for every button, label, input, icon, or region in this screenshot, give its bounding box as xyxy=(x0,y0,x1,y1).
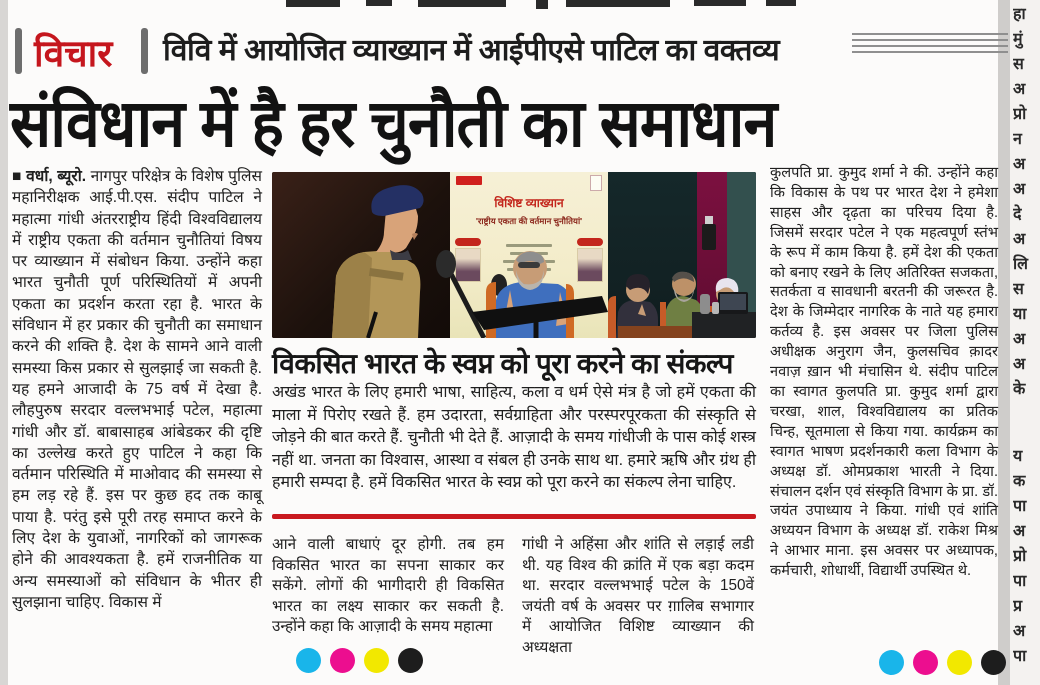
black-dot xyxy=(981,650,1006,675)
cropped-headline-fragment xyxy=(536,0,548,9)
cropped-headline-fragment xyxy=(766,0,796,6)
photo-figures-illustration xyxy=(272,172,756,338)
article-bottom-column-2: गांधी ने अहिंसा और शांति से लड़ाई लडी थी. यह विश्व की क्रांति में एक बड़ा कदम था. सरदार वल्लभभाई पटेल के 150वें जयंती वर्ष के अवसर पर ग़ालिब सभागार में आयोजित विशिष्ट व्याख्यान की अध्यक्षता xyxy=(522,536,754,656)
sub-headline: विकसित भारत के स्वप्न को पूरा करने का संकल्प xyxy=(272,348,733,379)
cropped-headline-fragment xyxy=(694,0,746,6)
article-right-column: कुलपति प्रा. कुमुद शर्मा ने की. उन्होंने कहा कि विकास के पथ पर भारत देश ने हमेशा साहस और दृढ़ता का परिचय दिया है. जिसमें सरदार पटेल ने एक महत्वपूर्ण स्तंभ के रूप में काम किया है. हमें देश की एकता को बनाए रखने के लिए अतिरिक्त सजकता, सतर्कता व सावधानी बरतनी की जरूरत है. देश के जिम्मेदार नागरिक के नाते यह हमारा कर्तव्य है. इस अवसर पर जिला पुलिस अधीक्षक अनुराग जैन, कुलसचिव क़ादर नवाज़ ख़ान भी मंचासिन थे. संदीप पाटिल का स्वागत कुलपति प्रा. कुमुद शर्मा द्वारा चरखा, शाल, विश्वविद्यालय का प्रतिक चिन्ह, सूतमाला से किया गया. कार्यक्रम का स्वागत भाषण प्रदर्शनकारी कला विभाग के अध्यक्ष डॉ. ओमप्रकाश भारती ने दिया. संचालन दर्शन एवं संस्कृति विभाग के प्रा. डॉ. जयंत उपाध्याय ने किया. गांधी एवं शांति अध्ययन विभाग के अध्यक्ष डॉ. राकेश मिश्र ने आभार माना. इस अवसर पर अध्यापक, कर्मचारी, शोधार्थी, विद्यार्थी उपस्थित थे. xyxy=(770,165,998,580)
adjacent-column-fragments: य क पा अ प्रो पा प्र अ पा xyxy=(1013,448,1027,665)
event-photograph xyxy=(272,172,756,338)
cropped-headline-fragment xyxy=(286,0,340,7)
banner-subtitle-text: 'राष्ट्रीय एकता की वर्तमान चुनौतियां' xyxy=(475,216,583,226)
cropped-headline-fragment xyxy=(366,0,392,6)
magenta-dot xyxy=(330,648,355,673)
section-divider-bar xyxy=(15,28,22,74)
main-headline: संविधान में है हर चुनौती का समाधान xyxy=(10,86,777,161)
kicker-headline: विवि में आयोजित व्याख्यान में आईपीएसे पाटिल का वक्तव्य xyxy=(163,34,780,67)
summary-paragraph: अखंड भारत के लिए हमारी भाषा, साहित्य, कला व धर्म ऐसे मंत्र है जो हमें एकता की माला में पिरोए रखते हैं. हम उदारता, सर्वग्राहिता और परस्परपूरकता की संस्कृति से जोड़ने की बात करते हैं. चुनौती भी देते हैं. आज़ादी के समय गांधीजी के पास कोई शस्त्र नहीं था. जनता का विश्वास, आस्था व संबल ही उनके साथ था. हमारे ऋषि और ग्रंथ ही हमारी सम्पदा है. हमें विकसित भारत के स्वप्न को पूरा करने का संकल्प लेना चाहिए. xyxy=(272,384,756,491)
kicker-rule-lines xyxy=(852,33,1008,55)
left-column-text: नागपुर परिक्षेत्र के विशेष पुलिस महानिरीक्षक आई.पी.एस. संदीप पाटिल ने महात्मा गांधी अंतरराष्ट्रीय हिंदी विश्वविद्यालय में राष्ट्रीय एकता की वर्तमान चुनौतियां विषय पर व्याख्यान में संबोधन किया. उन्होंने कहा भारत चुनौती पूर्ण परिस्थितियों में अपनी एकता का प्रदर्शन करता रहा है. भारत के संविधान में हर प्रकार की चुनौती का समाधान करने की शक्ति है. देश के सामने आने वाली समस्या किस प्रकार से सुलझाई जा सकती है. यह हमने आजादी के 75 वर्ष में देखा है. लौहपुरुष सरदार वल्लभभाई पटेल, महात्मा गांधी और डॉ. बाबासाहब आंबेडकर की दृष्टि का उल्लेख करते हुए पाटिल ने कहा कि वर्तमान परिस्थिति में माओवाद की समस्या से हम लड़ रहे हैं. इस पर कुछ हद तक काबू पाया है. परंतु इसे पूरी तरह समाप्त करने के लिए देश के युवाओं, नागरिकों को जागरूक होने की आवश्यकता है. हमें राजनीतिक या अन्य समस्याओं को संविधान के भीतर ही सुलझाना चाहिए. विकास में xyxy=(12,168,262,611)
yellow-dot xyxy=(364,648,389,673)
section-label: विचार xyxy=(34,33,113,74)
adjacent-column-fragments: हा मुं स अ प्रो न अ अ दे अ लि स या अ अ के xyxy=(1013,6,1028,398)
cmyk-registration-dots xyxy=(296,648,423,673)
dateline: ■ वर्धा, ब्यूरो. xyxy=(12,168,87,185)
black-dot xyxy=(398,648,423,673)
cyan-dot xyxy=(879,650,904,675)
cropped-headline-fragment xyxy=(566,0,670,7)
section-divider-bar xyxy=(141,28,148,74)
cyan-dot xyxy=(296,648,321,673)
magenta-dot xyxy=(913,650,938,675)
article-bottom-column-1: आने वाली बाधाएं दूर होगी. तब हम विकसित भारत का सपना साकार कर सकेंगे. लोगों की भागीदारी ही विकसित भारत का लक्ष्य साकार कर सकती है. उन्होंने कहा कि आज़ादी के समय महात्मा xyxy=(272,536,504,636)
banner-title-text: विशिष्ट व्याख्यान xyxy=(494,196,564,210)
red-separator-rule xyxy=(272,514,756,519)
cropped-headline-fragment xyxy=(418,0,506,7)
article-left-column xyxy=(12,166,262,613)
cmyk-registration-dots xyxy=(879,650,1006,675)
yellow-dot xyxy=(947,650,972,675)
